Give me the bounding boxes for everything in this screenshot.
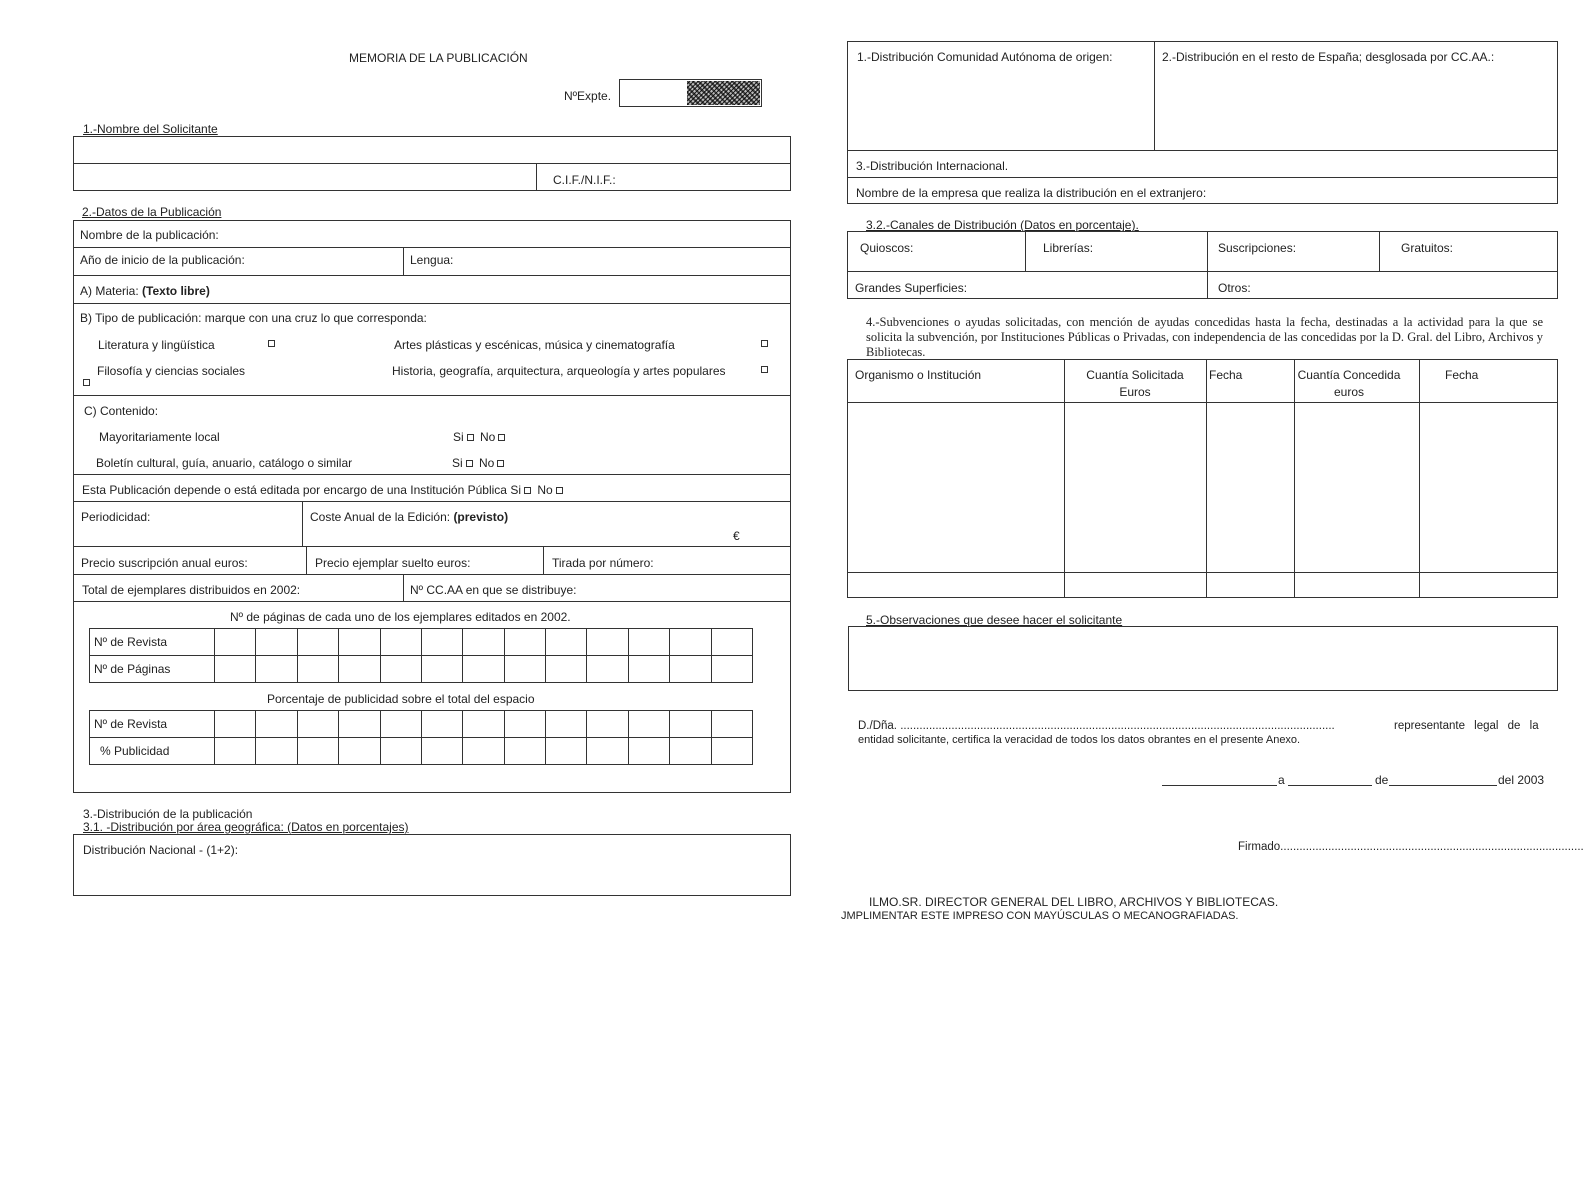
paginas-label: Nº de Páginas: [90, 656, 215, 683]
tipo-label: B) Tipo de publicación: marque con una cruz lo que corresponda:: [80, 311, 427, 325]
dist-internacional-label: 3.-Distribución Internacional.: [856, 159, 1009, 173]
section-1-heading: 1.-Nombre del Solicitante: [83, 122, 218, 136]
tipo-literatura-label: Literatura y lingüística: [98, 338, 215, 352]
suscripciones-label: Suscripciones:: [1218, 241, 1297, 255]
materia-label: A) Materia: (Texto libre): [80, 284, 210, 298]
tipo-historia-checkbox[interactable]: [761, 366, 768, 373]
tipo-artes-checkbox[interactable]: [761, 340, 768, 347]
publicidad-heading: Porcentaje de publicidad sobre el total del espacio: [267, 692, 535, 706]
section-4-text: 4.-Subvenciones o ayudas solicitadas, con mención de ayudas concedidas hasta la fecha, destinadas a la actividad para la que se solicita la subvención, por Instituciones Públicas o Privadas, con independencia de las concedidas por la D. Gral. del Libro, Archivos y Bibliotecas.: [866, 315, 1543, 359]
tipo-artes-label: Artes plásticas y escénicas, música y cinematografía: [394, 338, 675, 352]
section-5-heading: 5.-Observaciones que desee hacer el solicitante: [866, 613, 1123, 627]
firmado-line: Firmado...............................................................................................: [1238, 841, 1584, 853]
fecha-del: del 2003: [1498, 773, 1545, 787]
quioscos-label: Quioscos:: [860, 241, 914, 255]
distribucion-box: [847, 41, 1558, 204]
institucion-si-checkbox[interactable]: [524, 487, 531, 494]
form-title: MEMORIA DE LA PUBLICACIÓN: [349, 51, 528, 65]
periodicidad-label: Periodicidad:: [81, 510, 151, 524]
publicidad-table: [89, 710, 753, 765]
col-fecha: Fecha: [1209, 368, 1243, 382]
tipo-literatura-checkbox[interactable]: [268, 340, 275, 347]
local-si-checkbox[interactable]: [467, 434, 474, 441]
librerias-label: Librerías:: [1043, 241, 1094, 255]
precio-ejemplar-label: Precio ejemplar suelto euros:: [315, 556, 471, 570]
fecha-a: a: [1278, 773, 1285, 787]
euro-symbol: €: [733, 529, 740, 543]
tipo-filosofia-checkbox[interactable]: [83, 379, 90, 386]
grandes-superficies-label: Grandes Superficies:: [855, 281, 968, 295]
representante-label: representante legal de la: [1394, 720, 1539, 732]
cumplimentar-note: JMPLIMENTAR ESTE IMPRESO CON MAYÚSCULAS O MECANOGRAFIADAS.: [841, 910, 1239, 922]
tipo-filosofia-label: Filosofía y ciencias sociales: [97, 364, 246, 378]
dist-resto-label: 2.-Distribución en el resto de España; desglosada por CC.AA.:: [1162, 50, 1495, 64]
boletin-si-no: Si No: [452, 456, 507, 470]
ilmo-addressee: ILMO.SR. DIRECTOR GENERAL DEL LIBRO, ARCHIVOS Y BIBLIOTECAS.: [869, 895, 1279, 909]
paginas-heading: Nº de páginas de cada uno de los ejemplares editados en 2002.: [230, 610, 571, 624]
section-2-heading: 2.-Datos de la Publicación: [82, 205, 222, 219]
section-3-heading: 3.-Distribución de la publicación: [83, 807, 253, 821]
precio-suscripcion-label: Precio suscripción anual euros:: [81, 556, 248, 570]
anio-inicio-label: Año de inicio de la publicación:: [80, 253, 245, 267]
nombre-publicacion-label: Nombre de la publicación:: [80, 228, 219, 242]
institucion-publica-row: Esta Publicación depende o está editada por encargo de una Institución Pública Si No: [82, 483, 566, 497]
distribucion-nacional-label: Distribución Nacional - (1+2):: [83, 843, 239, 857]
local-no-checkbox[interactable]: [498, 434, 505, 441]
dona-line: D./Dña. ........................................................................................................................................: [858, 720, 1335, 732]
revista-label: Nº de Revista: [90, 629, 215, 656]
publicidad-label: % Publicidad: [90, 738, 215, 765]
paginas-table: [89, 628, 753, 683]
tirada-label: Tirada por número:: [552, 556, 654, 570]
observaciones-box[interactable]: [848, 626, 1558, 691]
col-cuantia-concedida-unit: euros: [1333, 385, 1365, 399]
cif-label: C.I.F./N.I.F.:: [553, 173, 616, 187]
fecha-de: de: [1375, 773, 1389, 787]
boletin-no-checkbox[interactable]: [497, 460, 504, 467]
col-organismo: Organismo o Institución: [855, 368, 982, 382]
ccaa-label: Nº CC.AA en que se distribuye:: [410, 583, 577, 597]
contenido-label: C) Contenido:: [84, 404, 159, 418]
empresa-extranjero-label: Nombre de la empresa que realiza la distribución en el extranjero:: [856, 186, 1207, 200]
local-si-no: Si No: [453, 430, 508, 444]
tipo-historia-label: Historia, geografía, arquitectura, arqueología y artes populares: [392, 364, 726, 378]
mayoritariamente-local-label: Mayoritariamente local: [99, 430, 220, 444]
gratuitos-label: Gratuitos:: [1401, 241, 1454, 255]
expediente-label: NºExpte.: [564, 89, 612, 103]
dist-ca-label: 1.-Distribución Comunidad Autónoma de origen:: [857, 50, 1113, 64]
revista-label: Nº de Revista: [90, 711, 215, 738]
col-cuantia-solicitada-unit: Euros: [1119, 385, 1151, 399]
boletin-label: Boletín cultural, guía, anuario, catálogo o similar: [96, 456, 353, 470]
certifica-text: entidad solicitante, certifica la veracidad de todos los datos obrantes en el presente Anexo.: [858, 734, 1301, 746]
col-fecha-2: Fecha: [1445, 368, 1479, 382]
total-ejemplares-label: Total de ejemplares distribuidos en 2002:: [82, 583, 301, 597]
institucion-no-checkbox[interactable]: [556, 487, 563, 494]
lengua-label: Lengua:: [410, 253, 454, 267]
col-cuantia-concedida: Cuantía Concedida: [1297, 368, 1401, 382]
barcode-stamp: [687, 81, 760, 105]
section-31-heading: 3.1. -Distribución por área geográfica: (Datos en porcentajes): [83, 820, 409, 834]
boletin-si-checkbox[interactable]: [466, 460, 473, 467]
datos-publicacion-box: [73, 220, 791, 793]
canales-heading: 3.2.-Canales de Distribución (Datos en porcentaje).: [866, 218, 1139, 232]
col-cuantia-solicitada: Cuantía Solicitada: [1086, 368, 1184, 382]
coste-anual-label: Coste Anual de la Edición: (previsto): [310, 510, 509, 524]
otros-label: Otros:: [1218, 281, 1251, 295]
